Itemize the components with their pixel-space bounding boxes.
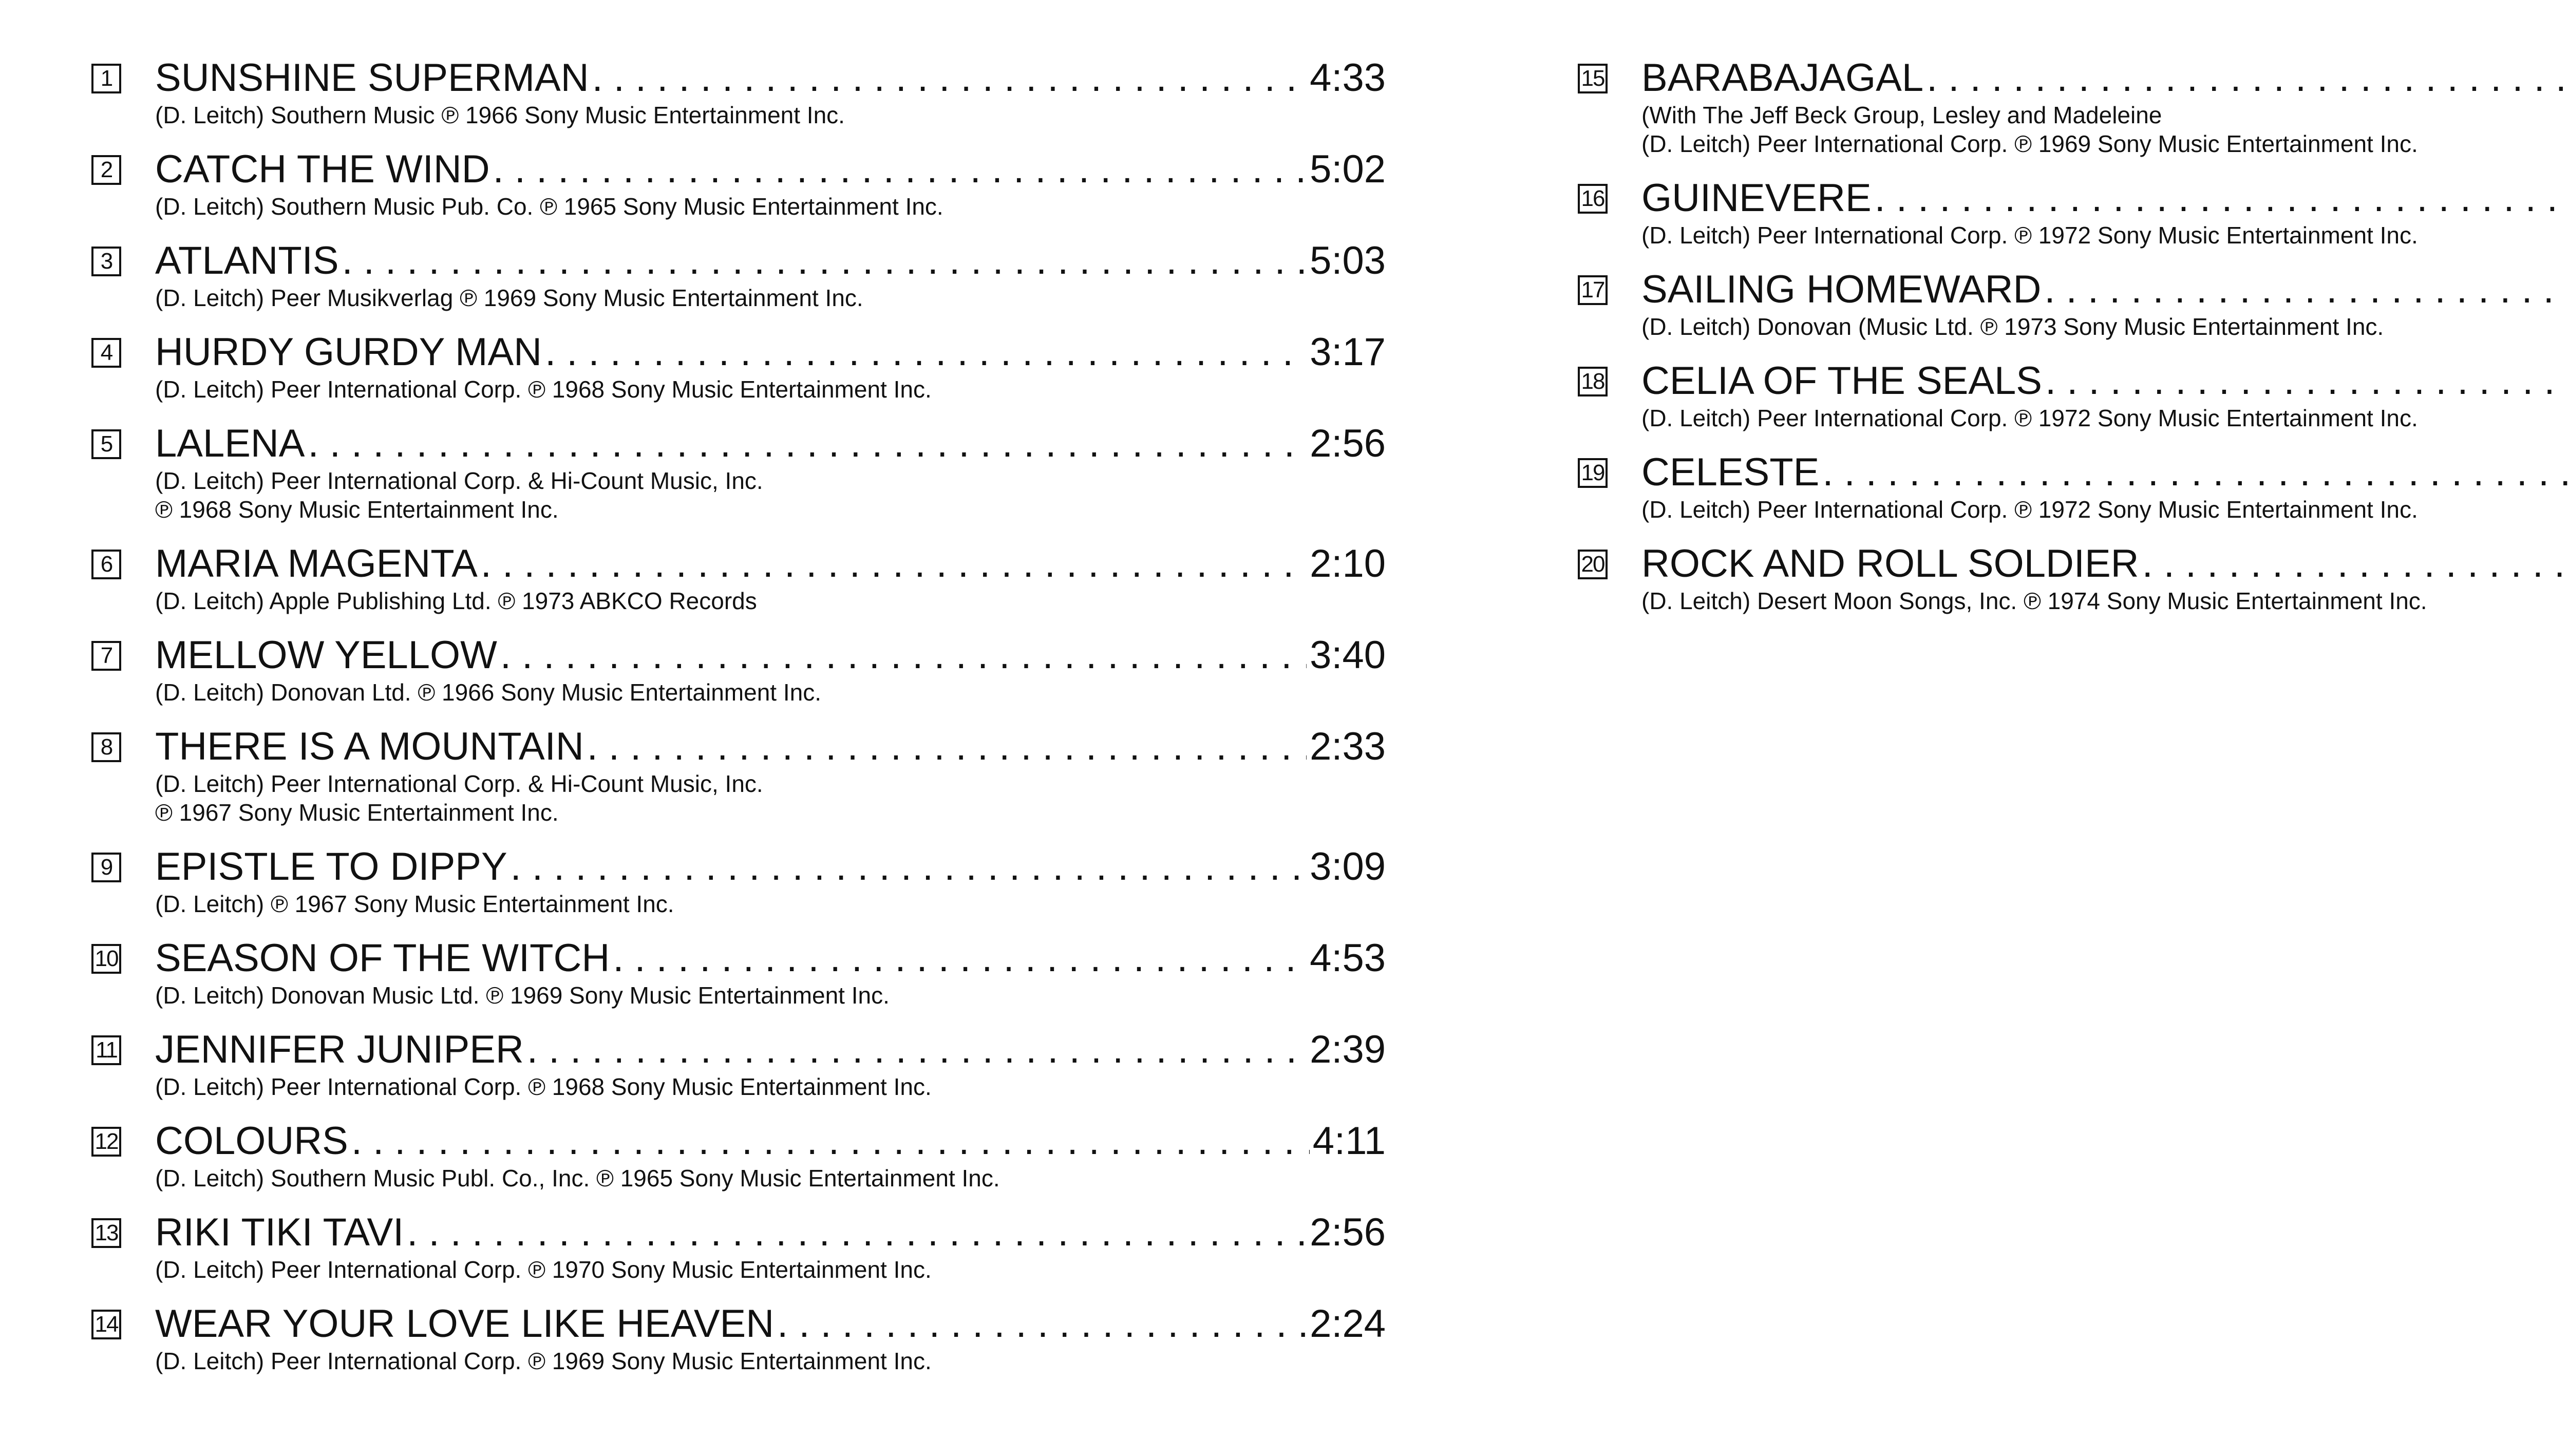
track-number-box: 16 xyxy=(1578,184,1608,214)
track-number-box: 18 xyxy=(1578,367,1608,396)
dot-leader xyxy=(587,724,1307,769)
track-title: JENNIFER JUNIPER xyxy=(155,1028,524,1071)
track-title-line xyxy=(155,844,1386,890)
track-title: LALENA xyxy=(155,422,305,465)
track-duration: 4:33 xyxy=(1310,56,1386,100)
track-number-box: 12 xyxy=(91,1127,121,1157)
dot-leader xyxy=(407,1210,1307,1255)
track-title: THERE IS A MOUNTAIN xyxy=(155,725,584,768)
track-duration: 4:53 xyxy=(1310,936,1386,980)
track-title: MARIA MAGENTA xyxy=(155,542,478,585)
track-title-line xyxy=(155,541,1386,587)
track-title: CATCH THE WIND xyxy=(155,147,490,191)
track-title-line xyxy=(155,1301,1386,1347)
track-credit: (D. Leitch) Southern Music Pub. Co. ℗ 1965 Sony Music Entertainment Inc. xyxy=(155,193,943,220)
dot-leader xyxy=(1822,450,2568,495)
track-number-box: 9 xyxy=(91,853,121,882)
track-duration: 2:33 xyxy=(1310,725,1386,768)
track-title-line xyxy=(155,936,1386,981)
dot-leader xyxy=(527,1027,1307,1072)
track-duration: 2:56 xyxy=(1310,1211,1386,1254)
track-entry xyxy=(91,1301,1386,1375)
track-title: GUINEVERE xyxy=(1641,176,1872,220)
track-title-line xyxy=(155,421,1386,466)
track-duration: 5:02 xyxy=(1310,147,1386,191)
dot-leader xyxy=(2142,541,2568,587)
track-title: ATLANTIS xyxy=(155,239,339,282)
track-number-box: 11 xyxy=(91,1035,121,1065)
track-entry xyxy=(91,844,1386,918)
track-title: COLOURS xyxy=(155,1119,348,1163)
track-title-line xyxy=(1641,358,2568,404)
track-number-box: 2 xyxy=(91,155,121,185)
dot-leader xyxy=(511,844,1307,890)
track-title: SAILING HOMEWARD xyxy=(1641,268,2042,311)
dot-leader xyxy=(308,421,1307,466)
track-entry xyxy=(91,1027,1386,1101)
track-credit: ℗ 1967 Sony Music Entertainment Inc. xyxy=(155,799,559,826)
track-title-line xyxy=(155,1210,1386,1255)
track-title-line xyxy=(1641,267,2568,312)
track-number-box: 15 xyxy=(1578,64,1608,93)
track-credit: (D. Leitch) Peer International Corp. ℗ 1969 Sony Music Entertainment Inc. xyxy=(1641,130,2418,157)
track-number-box: 17 xyxy=(1578,275,1608,305)
track-entry xyxy=(91,541,1386,615)
dot-leader xyxy=(351,1119,1310,1164)
track-title: MELLOW YELLOW xyxy=(155,633,497,677)
track-duration: 2:39 xyxy=(1310,1028,1386,1071)
track-entry xyxy=(91,633,1386,707)
track-title: BARABAJAGAL xyxy=(1641,56,1924,100)
track-number-box: 6 xyxy=(91,550,121,579)
track-credit: (With The Jeff Beck Group, Lesley and Madeleine xyxy=(1641,102,2162,128)
track-title-line xyxy=(155,1119,1386,1164)
track-title: SEASON OF THE WITCH xyxy=(155,936,610,980)
tracklist-left-column xyxy=(91,55,1386,1393)
track-title-line xyxy=(1641,55,2568,101)
track-title: RIKI TIKI TAVI xyxy=(155,1211,404,1254)
track-entry xyxy=(1578,450,2568,524)
track-number-box: 13 xyxy=(91,1218,121,1248)
tracklist-right-column xyxy=(1578,55,2568,633)
track-entry xyxy=(91,724,1386,827)
track-number-box: 4 xyxy=(91,338,121,368)
dot-leader xyxy=(1927,55,2568,101)
track-number-box: 5 xyxy=(91,429,121,459)
track-title: EPISTLE TO DIPPY xyxy=(155,845,507,888)
track-entry xyxy=(91,1119,1386,1193)
track-credit: (D. Leitch) Peer International Corp. ℗ 1972 Sony Music Entertainment Inc. xyxy=(1641,496,2418,523)
track-credit: (D. Leitch) Peer International Corp. ℗ 1968 Sony Music Entertainment Inc. xyxy=(155,1073,932,1100)
track-title: SUNSHINE SUPERMAN xyxy=(155,56,589,100)
dot-leader xyxy=(2044,267,2568,312)
track-title-line xyxy=(155,238,1386,283)
track-credit: (D. Leitch) Donovan Ltd. ℗ 1966 Sony Music Entertainment Inc. xyxy=(155,679,821,706)
track-credit: (D. Leitch) Peer International Corp. & Hi-Count Music, Inc. xyxy=(155,770,763,797)
track-title-line xyxy=(155,1027,1386,1072)
track-number-box: 10 xyxy=(91,944,121,974)
track-number-box: 3 xyxy=(91,247,121,276)
track-entry xyxy=(91,238,1386,312)
track-title: CELESTE xyxy=(1641,450,1820,494)
track-entry xyxy=(1578,358,2568,432)
track-duration: 4:11 xyxy=(1312,1119,1386,1163)
track-credit: (D. Leitch) Donovan Music Ltd. ℗ 1969 Sony Music Entertainment Inc. xyxy=(155,982,890,1009)
track-title-line xyxy=(155,147,1386,192)
track-credit: (D. Leitch) Peer International Corp. ℗ 1972 Sony Music Entertainment Inc. xyxy=(1641,405,2418,431)
track-credit: (D. Leitch) Peer International Corp. ℗ 1972 Sony Music Entertainment Inc. xyxy=(1641,222,2418,249)
track-credit: (D. Leitch) Southern Music ℗ 1966 Sony Music Entertainment Inc. xyxy=(155,102,845,128)
track-credit: (D. Leitch) Peer International Corp. ℗ 1970 Sony Music Entertainment Inc. xyxy=(155,1256,932,1283)
track-title-line xyxy=(1641,541,2568,587)
track-duration: 3:40 xyxy=(1310,633,1386,677)
track-credit: (D. Leitch) Peer International Corp. & Hi-Count Music, Inc. xyxy=(155,467,763,494)
track-credit: (D. Leitch) Peer International Corp. ℗ 1968 Sony Music Entertainment Inc. xyxy=(155,376,932,403)
dot-leader xyxy=(2045,358,2568,404)
track-credit: (D. Leitch) Peer Musikverlag ℗ 1969 Sony Music Entertainment Inc. xyxy=(155,285,863,311)
track-title-line xyxy=(1641,176,2568,221)
track-title-line xyxy=(155,330,1386,375)
track-entry xyxy=(91,55,1386,129)
track-title: CELIA OF THE SEALS xyxy=(1641,359,2043,403)
track-title-line xyxy=(155,55,1386,101)
track-title-line xyxy=(1641,450,2568,495)
track-credit: (D. Leitch) Apple Publishing Ltd. ℗ 1973 ABKCO Records xyxy=(155,588,757,614)
track-entry xyxy=(1578,55,2568,158)
track-number-box: 1 xyxy=(91,64,121,93)
track-credit: (D. Leitch) ℗ 1967 Sony Music Entertainment Inc. xyxy=(155,891,674,917)
track-entry xyxy=(91,1210,1386,1284)
track-credit: (D. Leitch) Peer International Corp. ℗ 1969 Sony Music Entertainment Inc. xyxy=(155,1348,932,1374)
track-number-box: 7 xyxy=(91,641,121,671)
track-title: WEAR YOUR LOVE LIKE HEAVEN xyxy=(155,1302,775,1346)
track-entry xyxy=(1578,541,2568,615)
track-entry xyxy=(91,421,1386,524)
track-credit: ℗ 1968 Sony Music Entertainment Inc. xyxy=(155,496,559,523)
dot-leader xyxy=(545,330,1307,375)
dot-leader xyxy=(613,936,1307,981)
dot-leader xyxy=(500,633,1307,678)
track-title: ROCK AND ROLL SOLDIER xyxy=(1641,542,2139,585)
track-duration: 2:10 xyxy=(1310,542,1386,585)
dot-leader xyxy=(777,1301,1307,1347)
dot-leader xyxy=(1875,176,2568,221)
dot-leader xyxy=(493,147,1307,192)
track-number-box: 8 xyxy=(91,732,121,762)
track-credit: (D. Leitch) Southern Music Publ. Co., Inc. ℗ 1965 Sony Music Entertainment Inc. xyxy=(155,1165,1000,1192)
track-title-line xyxy=(155,724,1386,769)
track-title: HURDY GURDY MAN xyxy=(155,330,542,374)
track-entry xyxy=(91,330,1386,404)
track-number-box: 20 xyxy=(1578,550,1608,579)
track-duration: 2:56 xyxy=(1310,422,1386,465)
track-duration: 5:03 xyxy=(1310,239,1386,282)
track-duration: 2:24 xyxy=(1310,1302,1386,1346)
track-credit: (D. Leitch) Donovan (Music Ltd. ℗ 1973 Sony Music Entertainment Inc. xyxy=(1641,313,2384,340)
dot-leader xyxy=(592,55,1307,101)
track-entry xyxy=(1578,176,2568,250)
track-duration: 3:17 xyxy=(1310,330,1386,374)
track-credit: (D. Leitch) Desert Moon Songs, Inc. ℗ 1974 Sony Music Entertainment Inc. xyxy=(1641,588,2427,614)
track-duration: 3:09 xyxy=(1310,845,1386,888)
track-entry xyxy=(91,147,1386,221)
track-number-box: 14 xyxy=(91,1310,121,1339)
dot-leader xyxy=(481,541,1307,587)
track-title-line xyxy=(155,633,1386,678)
dot-leader xyxy=(342,238,1307,283)
track-entry xyxy=(1578,267,2568,341)
track-entry xyxy=(91,936,1386,1010)
track-number-box: 19 xyxy=(1578,458,1608,488)
